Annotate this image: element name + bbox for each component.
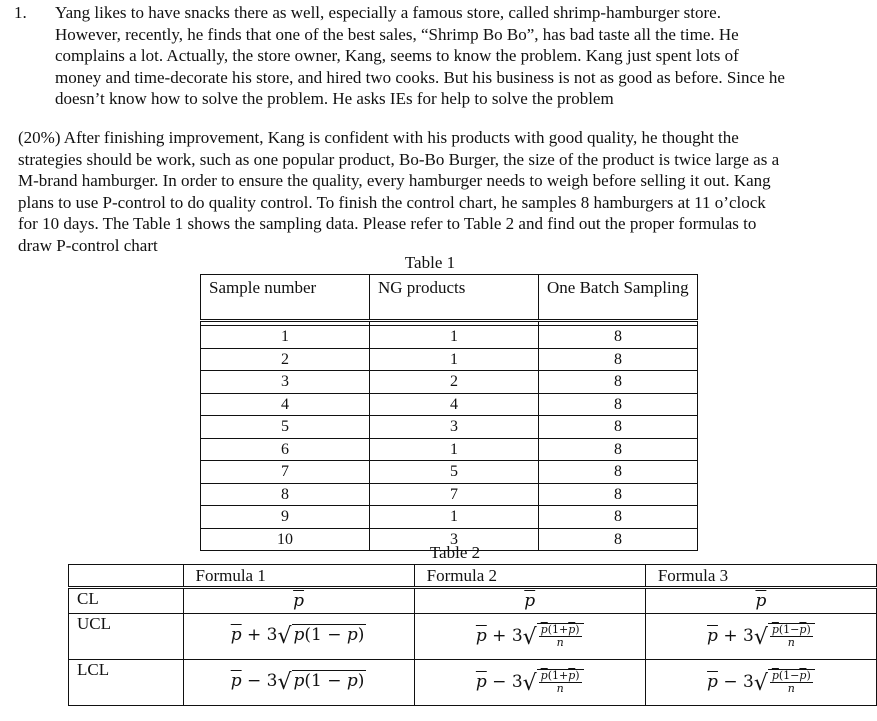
question-1-line: However, recently, he finds that one of the best sales, “Shrimp Bo Bo”, has bad taste all the time. He (55, 24, 739, 44)
table-cell: 4 (201, 393, 370, 416)
table-2-row-ucl (69, 614, 877, 660)
formula-3-ucl (645, 614, 876, 660)
table-1-header-batch-sampling: One Batch Sampling (539, 275, 698, 321)
table-cell: 1 (201, 326, 370, 349)
table-cell: 4 (370, 393, 539, 416)
table-cell: 1 (370, 326, 539, 349)
formula-expression: $\overline{p} - 3√$ $p(1 - \overline{p})$ (230, 670, 365, 695)
table-cell: 8 (539, 348, 698, 371)
formula-expression: $\overline{p} - 3√$ $\frac{p(1+\overline{p})}{n}$ (476, 672, 584, 692)
question-2-line: (20%) After finishing improvement, Kang is confident with his products with good quality, he thought the (18, 128, 739, 147)
formula-1-ucl (183, 614, 414, 660)
table-cell: 5 (370, 461, 539, 484)
table-row (201, 326, 698, 349)
question-1-line: money and time-decorate his store, and hired two cooks. But his business is not as good as before. Since he (55, 67, 785, 87)
question-2-text (18, 127, 858, 256)
table-2-row-lcl (69, 660, 877, 706)
table-row (201, 371, 698, 394)
row-label-ucl: UCL (69, 614, 184, 660)
table-2-row-cl (69, 588, 877, 614)
table-cell: 8 (539, 393, 698, 416)
table-2-header-row (69, 565, 877, 588)
table-1-header-ng-products: NG products (370, 275, 539, 321)
table-cell: 7 (370, 483, 539, 506)
table-cell: 2 (201, 348, 370, 371)
table-2-header-formula-3: Formula 3 (645, 565, 876, 588)
question-1-text (55, 2, 860, 110)
table-cell: 8 (201, 483, 370, 506)
p-bar: $\overline{p}$ (755, 591, 767, 611)
table-cell: 3 (370, 416, 539, 439)
table-1-header-row (201, 275, 698, 321)
table-row (201, 483, 698, 506)
table-2-header-formula-1: Formula 1 (183, 565, 414, 588)
table-cell: 1 (370, 348, 539, 371)
question-2-line: for 10 days. The Table 1 shows the sampling data. Please refer to Table 2 and find out the proper formulas to (18, 214, 757, 233)
table-cell: 8 (539, 461, 698, 484)
formula-3-lcl (645, 660, 876, 706)
table-cell: 8 (539, 483, 698, 506)
row-label-lcl: LCL (69, 660, 184, 706)
table-cell: 8 (539, 326, 698, 349)
p-bar: $\overline{p}$ (293, 591, 305, 611)
table-cell: 7 (201, 461, 370, 484)
table-cell: 9 (201, 506, 370, 529)
table-1-header-sample-number: Sample number (201, 275, 370, 321)
table-row (201, 393, 698, 416)
table-cell: 6 (201, 438, 370, 461)
table-cell: 8 (539, 371, 698, 394)
table-cell: 8 (539, 506, 698, 529)
table-cell: 5 (201, 416, 370, 439)
formula-2-cl (414, 588, 645, 614)
formula-3-cl (645, 588, 876, 614)
row-label-cl: CL (69, 588, 184, 614)
question-2-line: draw P-control chart (18, 235, 158, 255)
table-2 (68, 564, 877, 706)
question-1-line: complains a lot. Actually, the store owner, Kang, seems to know the problem. Kang just spent lots of (55, 46, 739, 65)
table-row (201, 461, 698, 484)
table-cell: 8 (539, 416, 698, 439)
formula-expression: $\overline{p} + 3√$ $\frac{p(1-\overline{p})}{n}$ (707, 626, 815, 646)
table-row (201, 348, 698, 371)
p-bar: $\overline{p}$ (524, 591, 536, 611)
question-2-line: M-brand hamburger. In order to ensure the quality, every hamburger needs to weigh before selling it out. Kang (18, 171, 771, 190)
table-cell: 2 (370, 371, 539, 394)
formula-expression: $\overline{p} + 3√$ $\frac{p(1+\overline{p})}{n}$ (476, 626, 584, 646)
table-1-caption: Table 1 (404, 253, 456, 272)
table-2-header-formula-2: Formula 2 (414, 565, 645, 588)
table-1 (200, 274, 698, 551)
question-1-line: Yang likes to have snacks there as well, especially a famous store, called shrimp-hamburger store. (55, 3, 721, 22)
table-cell: 8 (539, 438, 698, 461)
formula-expression: $\overline{p} - 3√$ $\frac{p(1-\overline{p})}{n}$ (707, 672, 815, 692)
table-cell: 1 (370, 506, 539, 529)
formula-1-lcl (183, 660, 414, 706)
question-1-number: 1. (14, 3, 27, 22)
table-2-corner-cell (69, 565, 184, 588)
formula-2-lcl (414, 660, 645, 706)
table-row (201, 438, 698, 461)
formula-1-cl (183, 588, 414, 614)
table-cell: 3 (370, 528, 539, 551)
question-2-line: strategies should be work, such as one popular product, Bo-Bo Burger, the size of the product is twice large as a (18, 149, 780, 169)
question-1-line: doesn’t know how to solve the problem. He asks IEs for help to solve the problem (55, 89, 614, 108)
table-cell: 3 (201, 371, 370, 394)
table-2-caption: Table 2 (429, 543, 481, 562)
formula-2-ucl (414, 614, 645, 660)
table-cell: 8 (539, 528, 698, 551)
table-cell: 1 (370, 438, 539, 461)
table-row (201, 416, 698, 439)
question-2-line: plans to use P-control to do quality control. To finish the control chart, he samples 8 hamburgers at 11 o’clock (18, 192, 766, 212)
table-row (201, 506, 698, 529)
formula-expression: $\overline{p} + 3√$ $p(1 - \overline{p})$ (230, 624, 365, 649)
table-cell: 10 (201, 528, 370, 551)
